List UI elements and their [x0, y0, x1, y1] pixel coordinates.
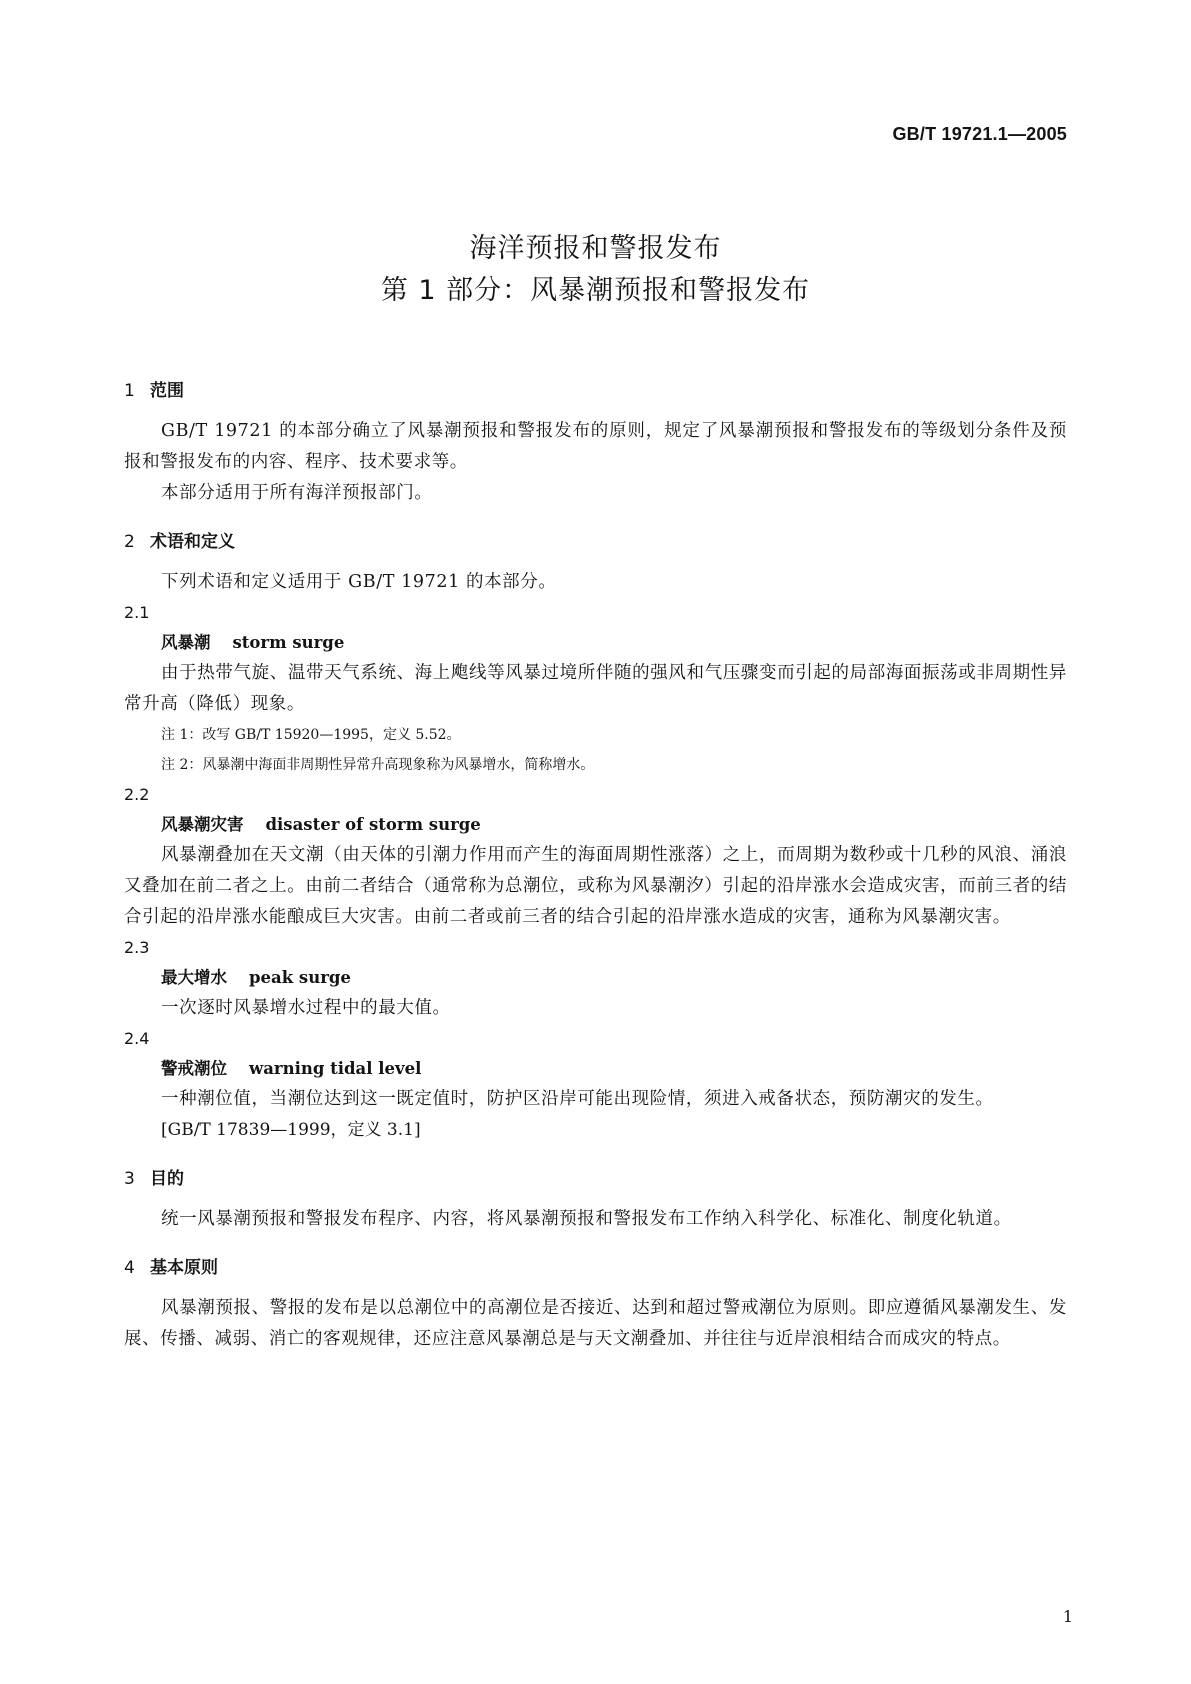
term-source: [GB/T 17839—1999，定义 3.1]	[161, 1120, 421, 1140]
term-zh: 最大增水	[161, 968, 227, 987]
section-title: 术语和定义	[150, 532, 235, 552]
term-zh: 风暴潮灾害	[161, 815, 244, 834]
section-title: 目的	[150, 1169, 184, 1189]
section-number: 4	[124, 1258, 135, 1278]
term-disaster-of-storm-surge	[124, 810, 1067, 840]
principles-paragraph: 风暴潮预报、警报的发布是以总潮位中的高潮位是否接近、达到和超过警戒潮位为原则。即应遵循风暴潮发生、发展、传播、减弱、消亡的客观规律，还应注意风暴潮总是与天文潮叠加、并往往与近岸浪相结合而成灾的特点。	[124, 1298, 1067, 1349]
clause-number: 2.4	[124, 1029, 150, 1048]
term-note-2: 注 2：风暴潮中海面非周期性异常升高现象称为风暴增水，简称增水。	[161, 757, 595, 773]
term-definition: 一次逐时风暴增水过程中的最大值。	[161, 998, 451, 1018]
term-warning-tidal-level	[124, 1054, 1067, 1084]
section-title: 基本原则	[150, 1258, 218, 1278]
clause-number: 2.2	[124, 785, 150, 804]
title-line-1: 海洋预报和警报发布	[469, 233, 722, 264]
section-number: 2	[124, 532, 135, 552]
document-body	[124, 376, 1067, 1355]
document-title	[0, 228, 1191, 312]
title-line-2: 第 1 部分：风暴潮预报和警报发布	[380, 275, 811, 306]
clause-number: 2.3	[124, 938, 150, 957]
section-4-heading	[124, 1253, 1067, 1283]
term-zh: 警戒潮位	[161, 1059, 227, 1078]
section-number: 1	[124, 381, 135, 401]
page-number: 1	[1062, 1607, 1073, 1626]
term-note-1: 注 1：改写 GB/T 15920—1995，定义 5.52。	[161, 727, 461, 743]
term-zh: 风暴潮	[161, 633, 211, 652]
standard-code: GB/T 19721.1—2005	[892, 124, 1067, 144]
term-en: storm surge	[232, 633, 345, 652]
term-definition: 一种潮位值，当潮位达到这一既定值时，防护区沿岸可能出现险情，须进入戒备状态，预防潮灾的发生。	[161, 1089, 994, 1109]
clause-number: 2.1	[124, 603, 150, 622]
term-definition: 由于热带气旋、温带天气系统、海上飑线等风暴过境所伴随的强风和气压骤变而引起的局部海面振荡或非周期性异常升高（降低）现象。	[124, 663, 1067, 714]
section-3-heading	[124, 1164, 1067, 1194]
term-en: warning tidal level	[249, 1059, 422, 1078]
term-en: peak surge	[249, 968, 351, 987]
section-number: 3	[124, 1169, 135, 1189]
term-peak-surge	[124, 963, 1067, 993]
term-storm-surge	[124, 628, 1067, 658]
term-definition: 风暴潮叠加在天文潮（由天体的引潮力作用而产生的海面周期性涨落）之上，而周期为数秒或十几秒的风浪、涌浪又叠加在前二者之上。由前二者结合（通常称为总潮位，或称为风暴潮汐）引起的沿岸涨水会造成灾害，而前三者的结合引起的沿岸涨水能酿成巨大灾害。由前二者或前三者的结合引起的沿岸涨水造成的灾害，通称为风暴潮灾害。	[124, 845, 1067, 927]
scope-paragraph-1: GB/T 19721 的本部分确立了风暴潮预报和警报发布的原则，规定了风暴潮预报和警报发布的等级划分条件及预报和警报发布的内容、程序、技术要求等。	[124, 421, 1067, 472]
section-title: 范围	[150, 381, 184, 401]
purpose-paragraph: 统一风暴潮预报和警报发布程序、内容，将风暴潮预报和警报发布工作纳入科学化、标准化、制度化轨道。	[161, 1209, 1012, 1229]
scope-paragraph-2: 本部分适用于所有海洋预报部门。	[161, 483, 433, 503]
terms-intro: 下列术语和定义适用于 GB/T 19721 的本部分。	[161, 572, 557, 592]
section-2-heading	[124, 527, 1067, 557]
term-en: disaster of storm surge	[265, 815, 481, 834]
section-1-heading	[124, 376, 1067, 406]
